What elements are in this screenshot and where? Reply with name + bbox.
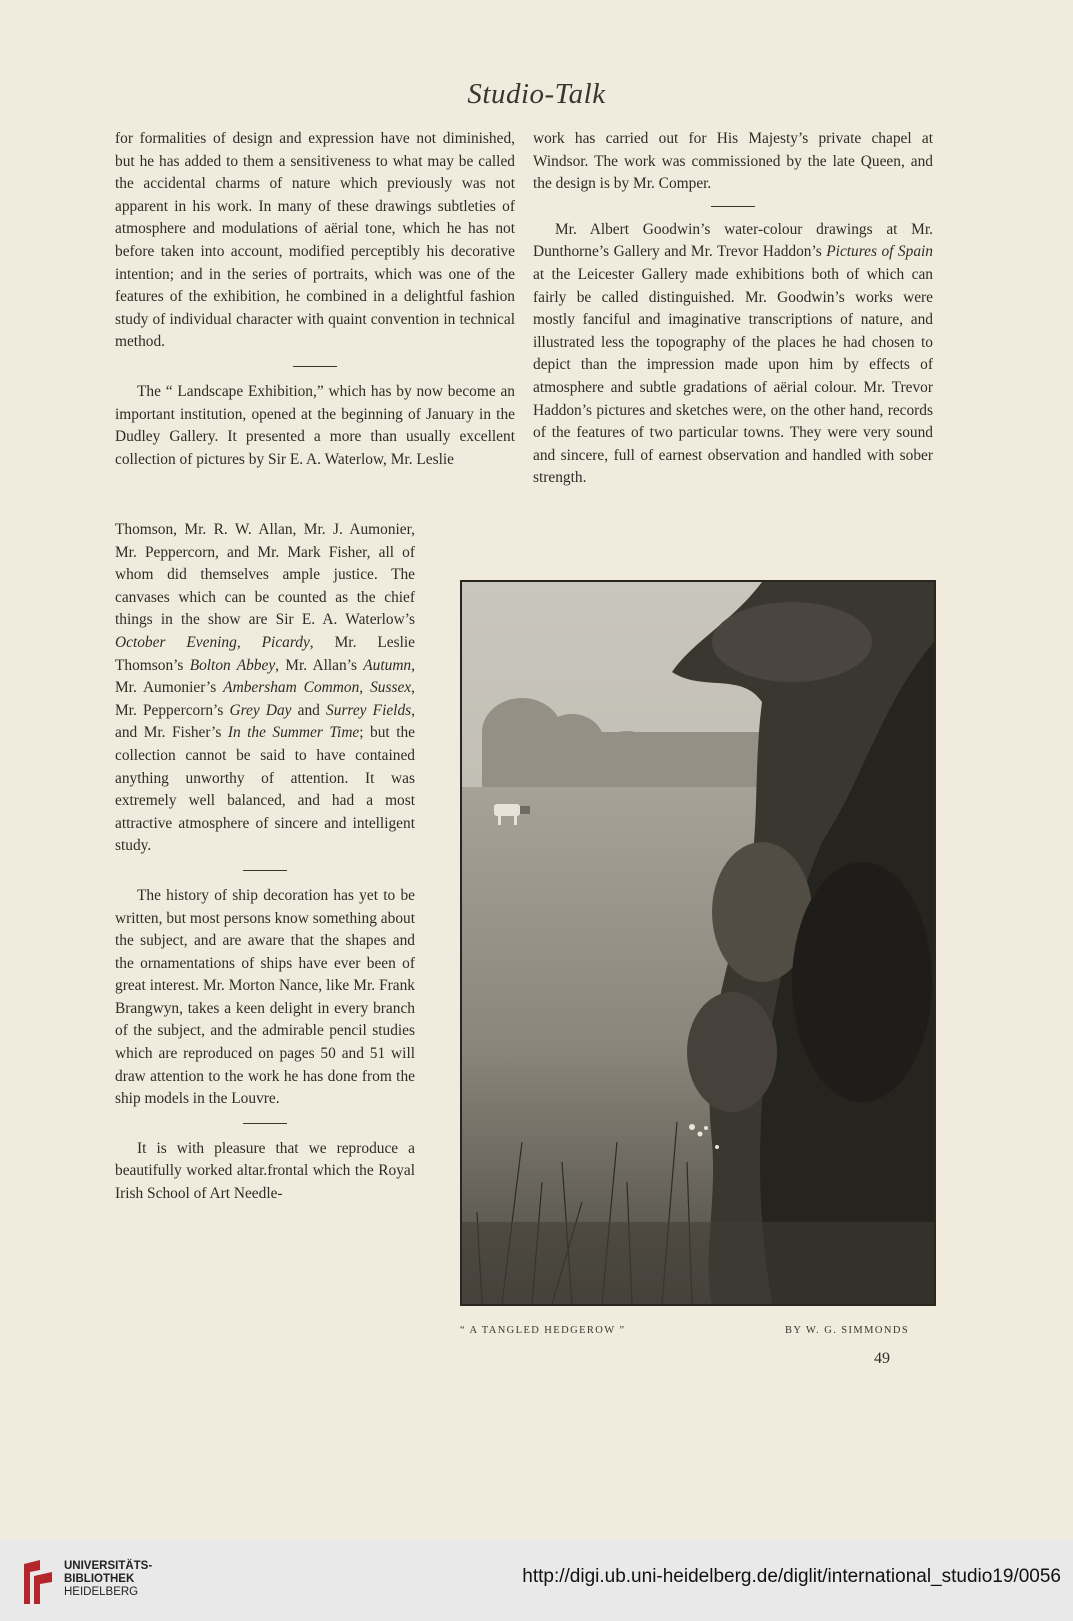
title-grey-day: Grey Day [229, 701, 292, 719]
paragraph-landscape-continued: Thomson, Mr. R. W. Allan, Mr. J. Aumonier, Mr. Peppercorn, and Mr. Mark Fisher, all of whom did themselves ample justice. The canvases which can be counted as the chief things in the show are Sir E. A. Waterlow’s October Evening, Picardy, Mr. Leslie Thomson’s Bolton Abbey, Mr. Allan’s Autumn, Mr. Aumonier’s Ambersham Common, Sussex, Mr. Peppercorn’s Grey Day and Surrey Fields, and Mr. Fisher’s In the Summer Time; but the collection cannot be said to have contained anything unworthy of attention. It was extremely well balanced, and had a most attractive atmosphere of sincere and intelligent study. [115, 521, 415, 855]
source-url-link[interactable]: http://digi.ub.uni-heidelberg.de/diglit/international_studio19/0056 [522, 1566, 1061, 1587]
title-surrey-fields: Surrey Fields [326, 701, 412, 719]
title-october-evening: October Evening [115, 633, 237, 651]
title-in-the-summer-time: In the Summer Time [227, 724, 360, 742]
library-logo-text: UNIVERSITÄTS- BIBLIOTHEK HEIDELBERG [64, 1560, 153, 1598]
figure-caption-artist: BY W. G. SIMMONDS [785, 1325, 910, 1336]
section-rule [243, 1123, 287, 1124]
paragraph-goodwin-haddon: Mr. Albert Goodwin’s water-colour drawings at Mr. Dunthorne’s Gallery and Mr. Trevor Haddon’s Pictures of Spain at the Leicester Gallery made exhibitions both of which can fairly be called distinguished. Mr. Goodwin’s works were mostly fanciful and imaginative transcriptions of nature, and illustrated less the topography of the places he had chosen to depict than the impression made upon him by effects of atmosphere and subtle gradations of aërial colour. Mr. Trevor Haddon’s pictures and sketches were, on the other hand, records of the features of two particular towns. They were very sound and sincere, full of earnest observation and handled with sober strength. [533, 220, 933, 487]
right-column [533, 128, 933, 490]
title-ambersham-common: Ambersham Common, Sussex [223, 679, 412, 697]
paragraph-altar-frontal: It is with pleasure that we reproduce a beautifully worked altar.frontal which the Royal Irish School of Art Needle- [115, 1139, 415, 1203]
library-footer [0, 1540, 1073, 1621]
left-column [115, 128, 515, 471]
hedgerow-illustration [460, 580, 936, 1306]
figure-caption-title: “ A TANGLED HEDGEROW ” [460, 1325, 626, 1336]
paragraph-ship-decoration: The history of ship decoration has yet to be written, but most persons know something about the subject, and are aware that the shapes and the ornamentations of ships have ever been of great interest. Mr. Morton Nance, like Mr. Frank Brangwyn, takes a keen delight in every branch of the subject, and the admirable pencil studies which are reproduced on pages 50 and 51 will draw attention to the work he has done from the ship models in the Louvre. [115, 886, 415, 1108]
title-pictures-of-spain: Pictures of Spain [826, 243, 933, 261]
title-autumn: Autumn [363, 656, 412, 674]
left-column-narrow [115, 519, 415, 1206]
title-picardy: Picardy [261, 633, 310, 651]
section-rule [711, 206, 755, 207]
university-library-logo-icon [18, 1556, 58, 1608]
paragraph-windsor-chapel: work has carried out for His Majesty’s private chapel at Windsor. The work was commissioned by the late Queen, and the design is by Mr. Comper. [533, 130, 933, 193]
section-rule [243, 870, 287, 871]
paragraph-formalities: for formalities of design and expression have not diminished, but he has added to them a sensitiveness to what may be called the accidental charms of nature which previously was not apparent in his work. In many of these drawings subtleties of atmosphere and modulations of aërial tone, which he has not before taken into account, modified perceptibly his decorative intention; and in the series of portraits, which was one of the features of the exhibition, he combined in a delightful fashion study of individual character with quaint convention in technical method. [115, 130, 515, 351]
title-bolton-abbey: Bolton Abbey [189, 656, 276, 674]
page-number: 49 [874, 1350, 890, 1367]
running-header: Studio-Talk [467, 78, 606, 110]
section-rule [293, 366, 337, 367]
paragraph-landscape-exhibition: The “ Landscape Exhibition,” which has by now become an important institution, opened at the beginning of January in the Dudley Gallery. It presented a more than usually excellent collection of pictures by Sir E. A. Waterlow, Mr. Leslie [115, 382, 515, 468]
hedgerow-painting [462, 582, 934, 1304]
